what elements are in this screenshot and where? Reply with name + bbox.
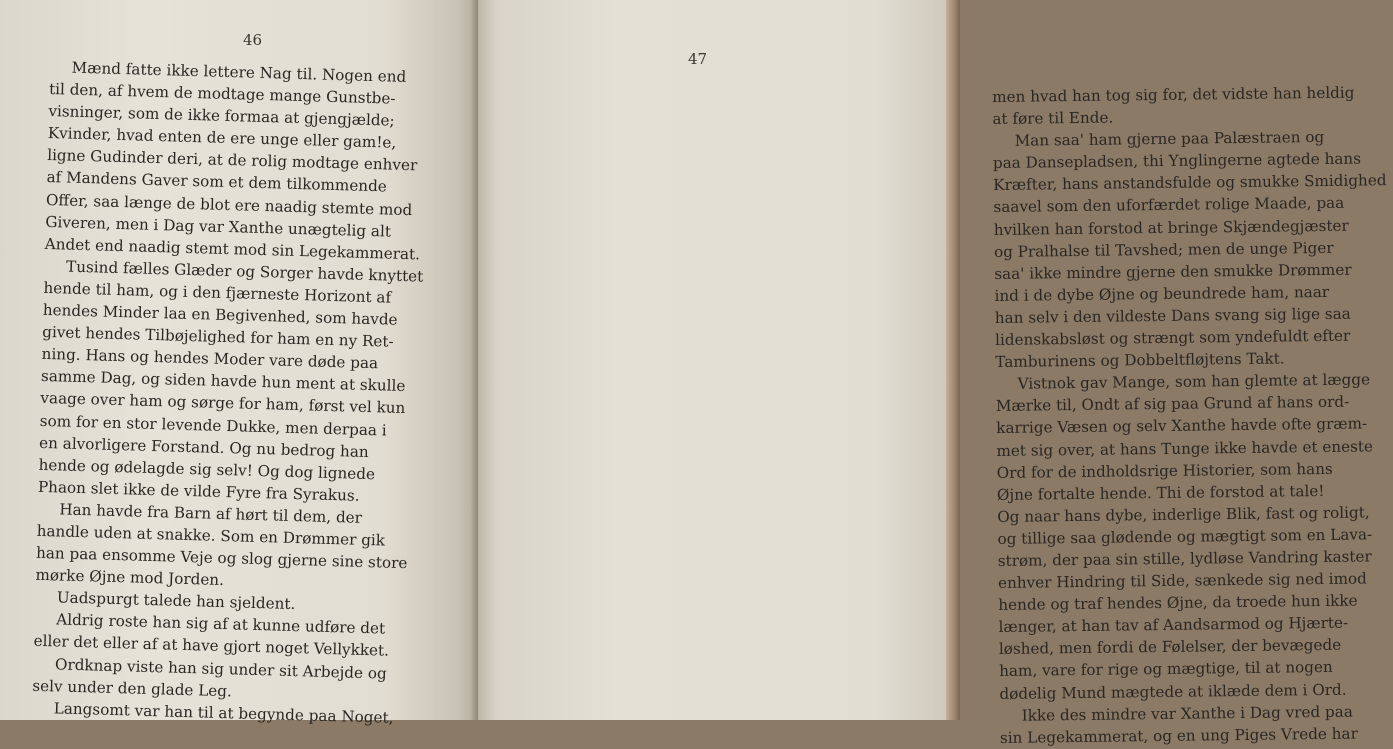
text-line: Tamburinens og Dobbeltfløjtens Takt. bbox=[995, 349, 1285, 372]
text-line: givet hendes Tilbøjelighed for ham en ny Ret- bbox=[42, 323, 394, 351]
text-line: Øjne fortalte hende. Thi de forstod at tale! bbox=[996, 481, 1325, 504]
text-line: Kræfter, hans anstandsfulde og smukke Smidighed bbox=[993, 171, 1387, 195]
text-line: Og naar hans dybe, inderlige Blik, fast og roligt, bbox=[997, 503, 1370, 526]
text-line: ind i de dybe Øjne og beundrede ham, naar bbox=[994, 282, 1330, 305]
right-page-text bbox=[992, 82, 1387, 749]
text-line: Langsomt var han til at begynde paa Noget, bbox=[53, 699, 394, 727]
text-line: saavel som den uforfærdet rolige Maade, paa bbox=[993, 194, 1345, 217]
text-line: Aldrig roste han sig af at kunne udføre det bbox=[56, 610, 386, 638]
text-line: met sig over, at hans Tunge ikke havde et eneste bbox=[996, 436, 1374, 460]
text-line: samme Dag, og siden havde hun ment at skulle bbox=[40, 367, 406, 396]
text-line: lidenskabsløst og strængt som yndefuldt efter bbox=[994, 326, 1351, 350]
text-line: han selv i den vildeste Dans svang sig lige saa bbox=[994, 304, 1351, 327]
text-line: dødelig Mund mægtede at iklæde dem i Ord. bbox=[999, 680, 1347, 703]
text-line: Tusind fælles Glæder og Sorger havde knyttet bbox=[65, 257, 424, 286]
text-line: hendes Minder laa en Begivenhed, som havde bbox=[42, 300, 398, 329]
text-line: mørke Øjne mod Jorden. bbox=[35, 565, 225, 590]
text-line: handle uden at snakke. Som en Drømmer gik bbox=[36, 521, 386, 550]
text-line: til den, af hvem de modtage mange Gunstbe- bbox=[48, 80, 396, 108]
text-line: og Pralhalse til Tavshed; men de unge Piger bbox=[993, 238, 1334, 261]
left-page bbox=[0, 0, 478, 727]
text-line: Giveren, men i Dag var Xanthe unægtelig alt bbox=[45, 212, 392, 241]
text-line: Ord for de indholdsrige Historier, som hans bbox=[996, 459, 1333, 482]
left-page-number: 46 bbox=[243, 31, 263, 49]
text-line: Ordknap viste han sig under sit Arbejde og bbox=[54, 654, 387, 683]
left-page-text bbox=[31, 56, 425, 729]
text-line: Uadspurgt talede han sjeldent. bbox=[56, 588, 296, 614]
right-page-number: 47 bbox=[688, 50, 708, 68]
text-line: ham, vare for rige og mægtige, til at nogen bbox=[999, 658, 1333, 681]
text-line: vaage over ham og sørge for ham, først vel kun bbox=[40, 389, 406, 418]
text-line: ning. Hans og hendes Moder vare døde paa bbox=[41, 345, 379, 373]
text-line: at føre til Ende. bbox=[992, 108, 1114, 129]
text-line: Ikke des mindre var Xanthe i Dag vred paa bbox=[1021, 702, 1353, 725]
text-line: hende og ødelagde sig selv! Og dog lignede bbox=[38, 455, 376, 483]
book-page-edge bbox=[946, 0, 960, 720]
text-line: Offer, saa længe de blot ere naadig stemte mod bbox=[45, 190, 413, 219]
text-line: som for en stor levende Dukke, men derpaa i bbox=[39, 411, 387, 440]
text-line: Mænd fatte ikke lettere Nag til. Nogen end bbox=[71, 58, 407, 86]
right-page bbox=[478, 0, 1387, 747]
text-line: han paa ensomme Veje og slog gjerne sine store bbox=[35, 543, 408, 573]
text-line: men hvad han tog sig for, det vidste han heldig bbox=[992, 83, 1355, 106]
text-line: længer, at han tav af Aandsarmod og Hjærte- bbox=[998, 613, 1349, 637]
text-line: eller det eller af at have gjort noget Vellykket. bbox=[33, 632, 390, 661]
text-line: karrige Væsen og selv Xanthe havde ofte græm- bbox=[996, 414, 1368, 438]
text-line: strøm, der paa sin stille, lydløse Vandring kaster bbox=[997, 547, 1372, 570]
text-line: ligne Gudinder deri, at de rolig modtage enhver bbox=[46, 146, 418, 175]
text-line: sin Legekammerat, og en ung Piges Vrede har bbox=[999, 724, 1358, 747]
text-line: Han havde fra Barn af hørt til dem, der bbox=[59, 500, 363, 527]
text-line: saa' ikke mindre gjerne den smukke Drømmer bbox=[994, 260, 1352, 283]
text-line: Kvinder, hvad enten de ere unge eller gam!e, bbox=[47, 124, 397, 152]
text-line: hende til ham, og i den fjærneste Horizont af bbox=[43, 278, 392, 307]
text-line: selv under den glade Leg. bbox=[32, 676, 233, 700]
text-line: paa Dansepladsen, thi Ynglingerne agtede hans bbox=[992, 149, 1362, 173]
text-line: en alvorligere Forstand. Og nu bedrog han bbox=[38, 433, 369, 461]
text-line: Mærke til, Ondt af sig paa Grund af hans ord- bbox=[995, 392, 1350, 416]
text-line: Man saa' ham gjerne paa Palæstraen og bbox=[1014, 128, 1325, 150]
text-line: hende og traf hendes Øjne, da troede hun ikke bbox=[998, 591, 1358, 615]
text-line: og tillige saa glødende og mægtigt som en Lava- bbox=[997, 525, 1373, 548]
text-line: Andet end naadig stemt mod sin Legekammerat. bbox=[44, 234, 421, 264]
text-line: visninger, som de ikke formaa at gjengjælde; bbox=[48, 102, 395, 130]
text-line: enhver Hindring til Side, sænkede sig ned imod bbox=[997, 569, 1367, 593]
text-line: løshed, men fordi de Følelser, der bevægede bbox=[998, 636, 1342, 659]
text-line: Phaon slet ikke de vilde Fyre fra Syrakus. bbox=[37, 477, 360, 505]
text-line: hvilken han forstod at bringe Skjændegjæster bbox=[993, 216, 1349, 239]
text-line: af Mandens Gaver som et dem tilkommende bbox=[46, 168, 388, 196]
text-line: Vistnok gav Mange, som han glemte at lægge bbox=[1017, 370, 1371, 393]
